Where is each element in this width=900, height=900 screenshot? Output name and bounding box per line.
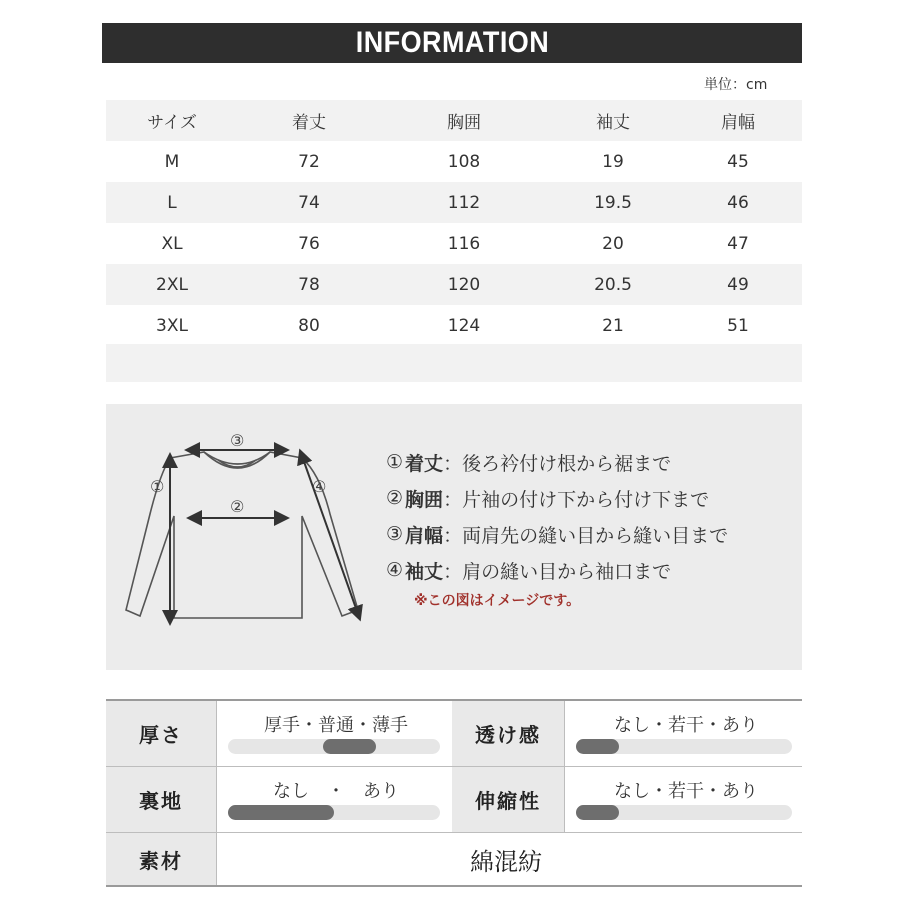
thickness-options: 厚手・普通・薄手 — [264, 715, 408, 736]
cell-sleeve: 21 — [602, 315, 624, 336]
cell-sleeve: 20 — [602, 233, 624, 254]
cell-chest: 112 — [447, 192, 481, 213]
thickness-fill — [323, 739, 376, 754]
lining-scale — [228, 805, 440, 820]
legend-item-length — [386, 444, 728, 480]
cell-sleeve: 19.5 — [594, 192, 632, 213]
legend-num: ② — [386, 487, 404, 509]
legend-num: ③ — [386, 523, 404, 545]
marker-2: ② — [230, 497, 245, 516]
header-sleeve: 袖丈 — [596, 113, 630, 133]
legend-term: 胸囲 — [405, 488, 444, 511]
label-sheerness: 透け感 — [452, 701, 564, 766]
spec-table — [106, 699, 802, 887]
legend-num: ① — [386, 451, 404, 473]
cell-size: M — [164, 151, 180, 172]
stretch-options: なし・若干・あり — [614, 781, 758, 802]
marker-3: ③ — [230, 431, 245, 450]
cell-sleeve: 20.5 — [594, 274, 632, 295]
grid-line — [564, 701, 565, 832]
label-material: 素材 — [106, 833, 216, 885]
measurement-diagram-panel — [106, 404, 802, 670]
legend-desc: ：両肩先の縫い目から縫い目まで — [443, 524, 729, 547]
measurement-legend — [386, 444, 728, 588]
cell-length: 76 — [298, 233, 320, 254]
header-length: 着丈 — [292, 113, 326, 133]
cell-length: 74 — [298, 192, 320, 213]
legend-term: 袖丈 — [405, 560, 444, 583]
cell-chest: 124 — [447, 315, 481, 336]
lining-fill — [228, 805, 334, 820]
legend-num: ④ — [386, 559, 404, 581]
table-row — [106, 264, 802, 305]
cell-shoulder: 47 — [727, 233, 749, 254]
table-row — [106, 223, 802, 264]
legend-desc: ：後ろ衿付け根から裾まで — [443, 452, 672, 475]
cell-shoulder: 49 — [727, 274, 749, 295]
sheerness-fill — [576, 739, 619, 754]
table-empty-row — [106, 344, 802, 382]
legend-term: 肩幅 — [405, 524, 444, 547]
legend-term: 着丈 — [405, 452, 444, 475]
cell-size: 2XL — [156, 274, 188, 295]
size-table — [106, 100, 802, 346]
image-note: ※この図はイメージです。 — [414, 593, 581, 609]
cell-sleeve: 19 — [602, 151, 624, 172]
stretch-scale — [576, 805, 792, 820]
marker-4: ④ — [312, 477, 327, 496]
cell-length: 72 — [298, 151, 320, 172]
cell-shoulder: 45 — [727, 151, 749, 172]
legend-item-sleeve — [386, 552, 728, 588]
sheerness-options: なし・若干・あり — [614, 715, 758, 736]
cell-shoulder: 51 — [727, 315, 749, 336]
information-banner — [102, 23, 802, 63]
cell-size: 3XL — [156, 315, 188, 336]
table-row — [106, 141, 802, 182]
table-header-row — [106, 100, 802, 141]
cell-shoulder: 46 — [727, 192, 749, 213]
table-row — [106, 305, 802, 346]
label-lining: 裏地 — [106, 767, 216, 832]
lining-options: なし ・ あり — [273, 781, 399, 802]
marker-1: ① — [150, 477, 165, 496]
cell-chest: 108 — [447, 151, 481, 172]
legend-item-chest — [386, 480, 728, 516]
thickness-scale — [228, 739, 440, 754]
legend-desc: ：肩の縫い目から袖口まで — [443, 560, 672, 583]
material-value: 綿混紡 — [470, 848, 542, 876]
sheerness-scale — [576, 739, 792, 754]
legend-item-shoulder — [386, 516, 728, 552]
cell-chest: 116 — [447, 233, 481, 254]
header-chest: 胸囲 — [447, 113, 481, 133]
banner-title: INFORMATION — [355, 26, 549, 59]
stretch-fill — [576, 805, 619, 820]
header-shoulder: 肩幅 — [721, 113, 755, 133]
cell-length: 80 — [298, 315, 320, 336]
header-size: サイズ — [147, 113, 197, 133]
cell-chest: 120 — [447, 274, 481, 295]
cell-size: XL — [161, 233, 183, 254]
legend-desc: ：片袖の付け下から付け下まで — [443, 488, 710, 511]
unit-label: 単位：cm — [704, 77, 768, 93]
label-stretch: 伸縮性 — [452, 767, 564, 832]
table-row — [106, 182, 802, 223]
cell-size: L — [167, 192, 177, 213]
grid-line — [216, 701, 217, 885]
label-thickness: 厚さ — [106, 701, 216, 766]
cell-length: 78 — [298, 274, 320, 295]
